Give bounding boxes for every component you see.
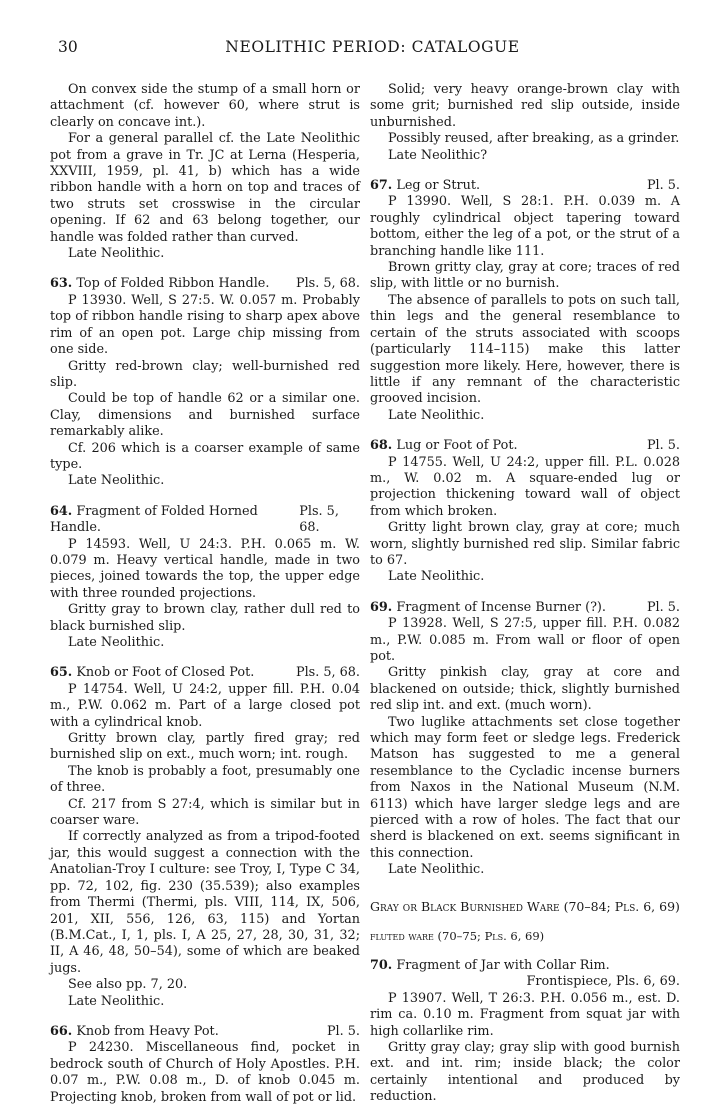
intro-paragraph: Late Neolithic.	[68, 246, 165, 262]
catalogue-entry-63	[50, 276, 360, 489]
right-column	[370, 82, 680, 1106]
entry-paragraph: P 13930. Well, S 27:5. W. 0.057 m. Probably top of ribbon handle rising to sharp apex above rim of an open pot. Large chip missing from one side.	[50, 292, 360, 358]
page-number: 30	[58, 38, 78, 56]
entry-number: 66.	[50, 1023, 73, 1039]
entry-paragraph: P 14755. Well, U 24:2, upper fill. P.L. 0.028 m., W. 0.02 m. A square-ended lug or projection thickening toward wall of object from which broken.	[370, 454, 680, 519]
entry-paragraph: Cf. 206 which is a coarser example of same type.	[50, 440, 360, 472]
catalogue-entry-65	[50, 665, 360, 1010]
entry-number: 67.	[370, 178, 393, 194]
entry-title: Lug or Foot of Pot.	[396, 438, 518, 454]
entry-paragraph: Late Neolithic.	[388, 862, 485, 878]
intro-paragraph: Late Neolithic?	[388, 147, 488, 163]
entry-paragraph: The knob is probably a foot, presumably one of three.	[50, 763, 360, 796]
entry-number: 69.	[370, 599, 393, 615]
entry-paragraph: Late Neolithic.	[68, 635, 165, 650]
entry-title: Knob or Foot of Closed Pot.	[76, 665, 255, 681]
entry-heading	[370, 178, 680, 194]
entry-title: Knob from Heavy Pot.	[76, 1023, 219, 1039]
entry-paragraph: Late Neolithic.	[388, 569, 485, 585]
entry-paragraph: P 24230. Miscellaneous find, pocket in bedrock south of Church of Holy Apostles. P.H. 0.07 m., P.W. 0.08 m., D. of knob 0.045 m. Projecting knob, broken from wall of pot or lid.	[50, 1040, 360, 1105]
catalogue-entry-67	[370, 178, 680, 424]
entry-plates: Pls. 5, 68.	[299, 503, 339, 536]
entry-heading	[50, 504, 360, 537]
entry-heading	[50, 276, 360, 292]
entry-heading	[50, 665, 360, 681]
entry-number: 68.	[370, 438, 393, 454]
entry-paragraph: See also pp. 7, 20.	[68, 977, 188, 993]
entry-paragraph: Two luglike attachments set close together which may form feet or sledge legs. Frederick Matson has suggested to me a general resemblance to the Cycladic incense burners from Naxos in the National Museum (N.M. 6113) which have larger sledge legs and are pierced with a row of holes. The fact that our sherd is blackened on ext. seems significant in this connection.	[370, 714, 680, 861]
entry-paragraph: P 13907. Well, T 26:3. P.H. 0.056 m., est. D. rim ca. 0.10 m. Fragment from squat jar with high collarlike rim.	[370, 990, 680, 1039]
entry-plates: Frontispiece, Pls. 6, 69.	[526, 974, 680, 990]
entry-title: Top of Folded Ribbon Handle.	[76, 276, 270, 292]
running-title: NEOLITHIC PERIOD: CATALOGUE	[225, 38, 520, 56]
entry-title: Fragment of Incense Burner (?).	[396, 599, 606, 615]
entry-number: 70.	[370, 958, 393, 973]
entry-plates: Pls. 5, 68.	[295, 665, 360, 681]
entry-plates: Pl. 5.	[326, 1023, 360, 1039]
entry-title: Fragment of Jar with Collar Rim.	[396, 958, 610, 973]
entry-plates: Pl. 5.	[646, 438, 680, 454]
entry-paragraph: P 14754. Well, U 24:2, upper fill. P.H. 0.04 m., P.W. 0.062 m. Part of a large closed pot with a cylindrical knob.	[50, 681, 360, 730]
entry-paragraph: Gritty red-brown clay; well-burnished red slip.	[50, 358, 360, 390]
entry-paragraph: The absence of parallels to pots on such tall, thin legs and the general resemblance to certain of the struts associated with scoops (particularly 114–115) make this latter suggestion more likely. Here, however, there is little if any remnant of the characteristic grooved incision.	[370, 292, 680, 407]
entry-paragraph: P 13990. Well, S 28:1. P.H. 0.039 m. A roughly cylindrical object tapering toward bottom, either the leg of a pot, or the strut of a branching handle like 111.	[370, 194, 680, 259]
intro-paragraph: On convex side the stump of a small horn or attachment (cf. however 60, where strut is clearly on concave int.).	[50, 82, 360, 130]
entry-title: Fragment of Folded Horned Handle.	[50, 503, 258, 536]
subsection-heading: fluted ware (70–75; Pls. 6, 69)	[370, 928, 545, 943]
catalogue-entry-64	[50, 504, 360, 652]
entry-heading	[370, 438, 680, 454]
catalogue-entry-70	[370, 958, 680, 1106]
intro-paragraph: For a general parallel cf. the Late Neolithic pot from a grave in Tr. JC at Lerna (Hesperia, XXVIII, 1959, pl. 41, b) which has a wide ribbon handle with a horn on top and traces of two struts set crosswise in the circular opening. If 62 and 63 belong together, our handle was folded rather than curved.	[50, 131, 360, 245]
catalogue-entry-69	[370, 600, 680, 879]
intro-paragraph: Possibly reused, after breaking, as a grinder.	[388, 131, 680, 147]
left-column	[50, 82, 360, 1106]
entry-paragraph: P 14593. Well, U 24:3. P.H. 0.065 m. W. 0.079 m. Heavy vertical handle, made in two pieces, joined towards the top, the upper edge with three rounded projections.	[50, 536, 360, 601]
entry-paragraph: If correctly analyzed as from a tripod-footed jar, this would suggest a connection with the Anatolian-Troy I culture: see Troy, I, Type C 34, pp. 72, 102, fig. 230 (35.539); also examples from Thermi (Thermi, pls. VIII, 114, IX, 506, 201, XII, 556, 126, 63, 115) and Yortan (B.M.Cat., I, 1, pls. I, A 25, 27, 28, 30, 31, 32; II, A 46, 48, 50–54), some of which are beaked jugs.	[50, 829, 360, 976]
entry-paragraph: P 13928. Well, S 27:5, upper fill. P.H. 0.082 m., P.W. 0.085 m. From wall or floor of open pot.	[370, 616, 680, 664]
entry-paragraph: Gritty light brown clay, gray at core; much worn, slightly burnished red slip. Similar fabric to 67.	[370, 520, 680, 568]
entry-number: 65.	[50, 665, 73, 681]
entry-heading	[370, 600, 680, 616]
intro-paragraph: Solid; very heavy orange-brown clay with some grit; burnished red slip outside, inside unburnished.	[370, 82, 680, 130]
section-heading: Gray or Black Burnished Ware (70–84; Pls. 6, 69)	[370, 898, 680, 914]
entry-heading	[370, 958, 680, 974]
entry-number: 64.	[50, 503, 73, 519]
entry-paragraph: Gritty gray to brown clay, rather dull red to black burnished slip.	[50, 602, 360, 634]
entry-paragraph: Late Neolithic.	[388, 407, 485, 423]
entry-paragraph: Gritty brown clay, partly fired gray; red burnished slip on ext., much worn; int. rough.	[50, 731, 360, 763]
entry-heading	[50, 1024, 360, 1040]
entry-plates: Pl. 5.	[646, 178, 680, 194]
entry-paragraph: Cf. 217 from S 27:4, which is similar but in coarser ware.	[50, 796, 360, 829]
entry-paragraph: Gritty pinkish clay, gray at core and blackened on outside; thick, slightly burnished red slip int. and ext. (much worn).	[370, 665, 680, 714]
entry-title: Leg or Strut.	[396, 178, 481, 194]
entry-paragraph: Could be top of handle 62 or a similar one. Clay, dimensions and burnished surface remarkably alike.	[50, 391, 360, 440]
entry-paragraph: Gritty gray clay; gray slip with good burnish ext. and int. rim; inside black; the color certainly intentional and produced by reduction.	[370, 1040, 680, 1105]
entry-paragraph: Brown gritty clay, gray at core; traces of red slip, with little or no burnish.	[370, 260, 680, 292]
entry-plates: Pl. 5.	[646, 599, 680, 615]
catalogue-entry-66	[50, 1024, 360, 1106]
entry-number: 63.	[50, 276, 73, 292]
entry-paragraph: Late Neolithic.	[68, 993, 165, 1009]
entry-plates: Pls. 5, 68.	[295, 276, 360, 292]
running-header	[58, 38, 687, 60]
entry-paragraph: Late Neolithic.	[68, 473, 165, 489]
catalogue-entry-68	[370, 438, 680, 586]
